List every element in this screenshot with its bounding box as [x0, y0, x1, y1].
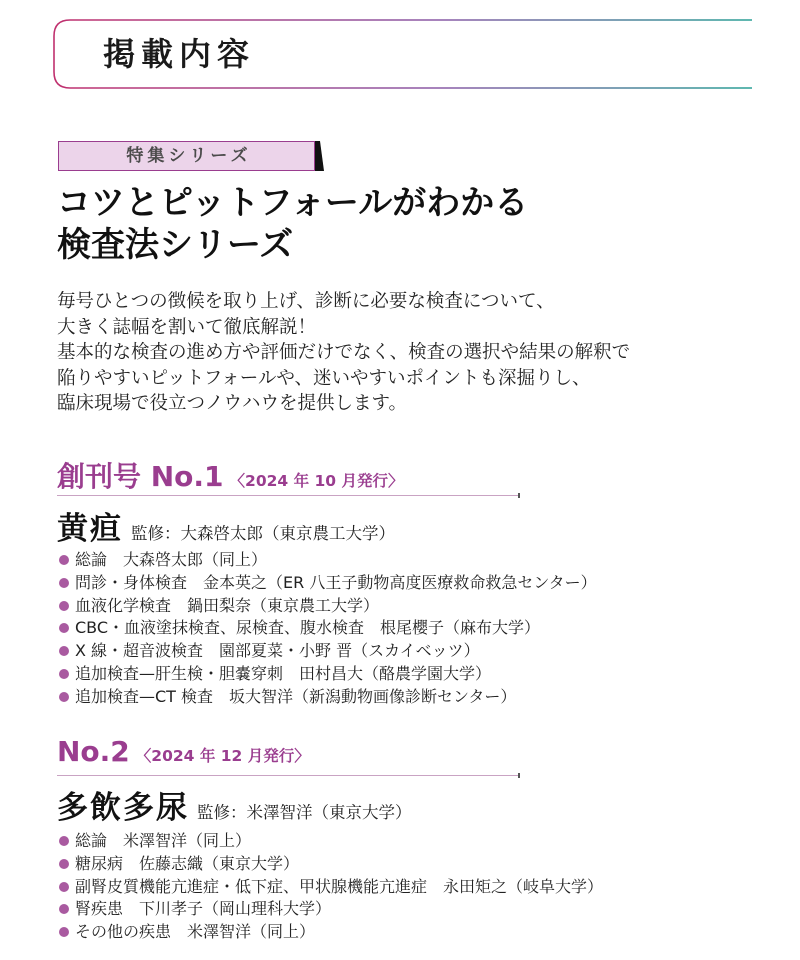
intro-line: 大きく誌幅を割いて徹底解説！ [57, 316, 317, 338]
issue-number: No.2 [57, 735, 130, 768]
issue-1-article-list [59, 549, 597, 709]
issue-date: 〈2024 年 10 月発行〉 [229, 472, 404, 490]
divider-end-mark [518, 493, 520, 498]
list-item: CBC・血液塗抹検査、尿検査、腹水検査 根尾櫻子（麻布大学） [59, 617, 597, 640]
main-title-line-2: 検査法シリーズ [57, 225, 294, 265]
topic-supervisor: 監修：大森啓太郎（東京農工大学） [131, 524, 395, 543]
bullet-icon [59, 927, 69, 937]
bullet-icon [59, 623, 69, 633]
list-item: 副腎皮質機能亢進症・低下症、甲状腺機能亢進症 永田矩之（岐阜大学） [59, 876, 603, 899]
issue-2-heading [57, 735, 310, 768]
list-item: 糖尿病 佐藤志織（東京大学） [59, 853, 603, 876]
bullet-icon [59, 601, 69, 611]
topic-supervisor: 監修：米澤智洋（東京大学） [197, 803, 412, 822]
intro-line: 毎号ひとつの徴候を取り上げ、診断に必要な検査について、 [57, 291, 555, 312]
topic-name: 多飲多尿 [57, 790, 189, 826]
bullet-icon [59, 859, 69, 869]
divider-end-mark [518, 773, 520, 778]
main-title [57, 182, 528, 266]
bullet-icon [59, 904, 69, 914]
badge-label: 特集シリーズ [126, 146, 252, 166]
list-item: 追加検査—肝生検・胆嚢穿刺 田村昌大（酪農学園大学） [59, 663, 597, 686]
issue-2-divider [57, 775, 519, 776]
bullet-icon [59, 836, 69, 846]
issue-1-divider [57, 495, 519, 496]
intro-line: 臨床現場で役立つノウハウを提供します。 [57, 393, 408, 414]
bullet-icon [59, 669, 69, 679]
issue-number: 創刊号 No.1 [57, 460, 224, 493]
topic-name: 黄疸 [57, 511, 123, 547]
list-item: その他の疾患 米澤智洋（同上） [59, 921, 603, 944]
bullet-icon [59, 646, 69, 656]
main-title-line-1: コツとピットフォールがわかる [57, 183, 529, 223]
bullet-icon [59, 692, 69, 702]
bullet-icon [59, 578, 69, 588]
intro-paragraph [57, 289, 630, 417]
intro-line: 基本的な検査の進め方や評価だけでなく、検査の選択や結果の解釈で [57, 342, 631, 363]
list-item: 血液化学検査 鍋田梨奈（東京農工大学） [59, 595, 597, 618]
list-item: 総論 大森啓太郎（同上） [59, 549, 597, 572]
bullet-icon [59, 555, 69, 565]
series-badge [58, 141, 320, 171]
list-item: X 線・超音波検査 園部夏菜・小野 晋（スカイベッツ） [59, 640, 597, 663]
page-title: 掲載内容 [103, 35, 256, 73]
bullet-icon [59, 882, 69, 892]
list-item: 問診・身体検査 金本英之（ER 八王子動物高度医療救命救急センター） [59, 572, 597, 595]
intro-line: 陥りやすいピットフォールや、迷いやすいポイントも深掘りし、 [57, 367, 591, 389]
issue-2-article-list [59, 830, 603, 944]
list-item: 腎疾患 下川孝子（岡山理科大学） [59, 898, 603, 921]
issue-date: 〈2024 年 12 月発行〉 [135, 747, 310, 765]
issue-2-topic [57, 782, 412, 827]
list-item: 追加検査—CT 検査 坂大智洋（新潟動物画像診断センター） [59, 686, 597, 709]
issue-1-heading [57, 455, 403, 495]
issue-1-topic [57, 503, 395, 548]
list-item: 総論 米澤智洋（同上） [59, 830, 603, 853]
